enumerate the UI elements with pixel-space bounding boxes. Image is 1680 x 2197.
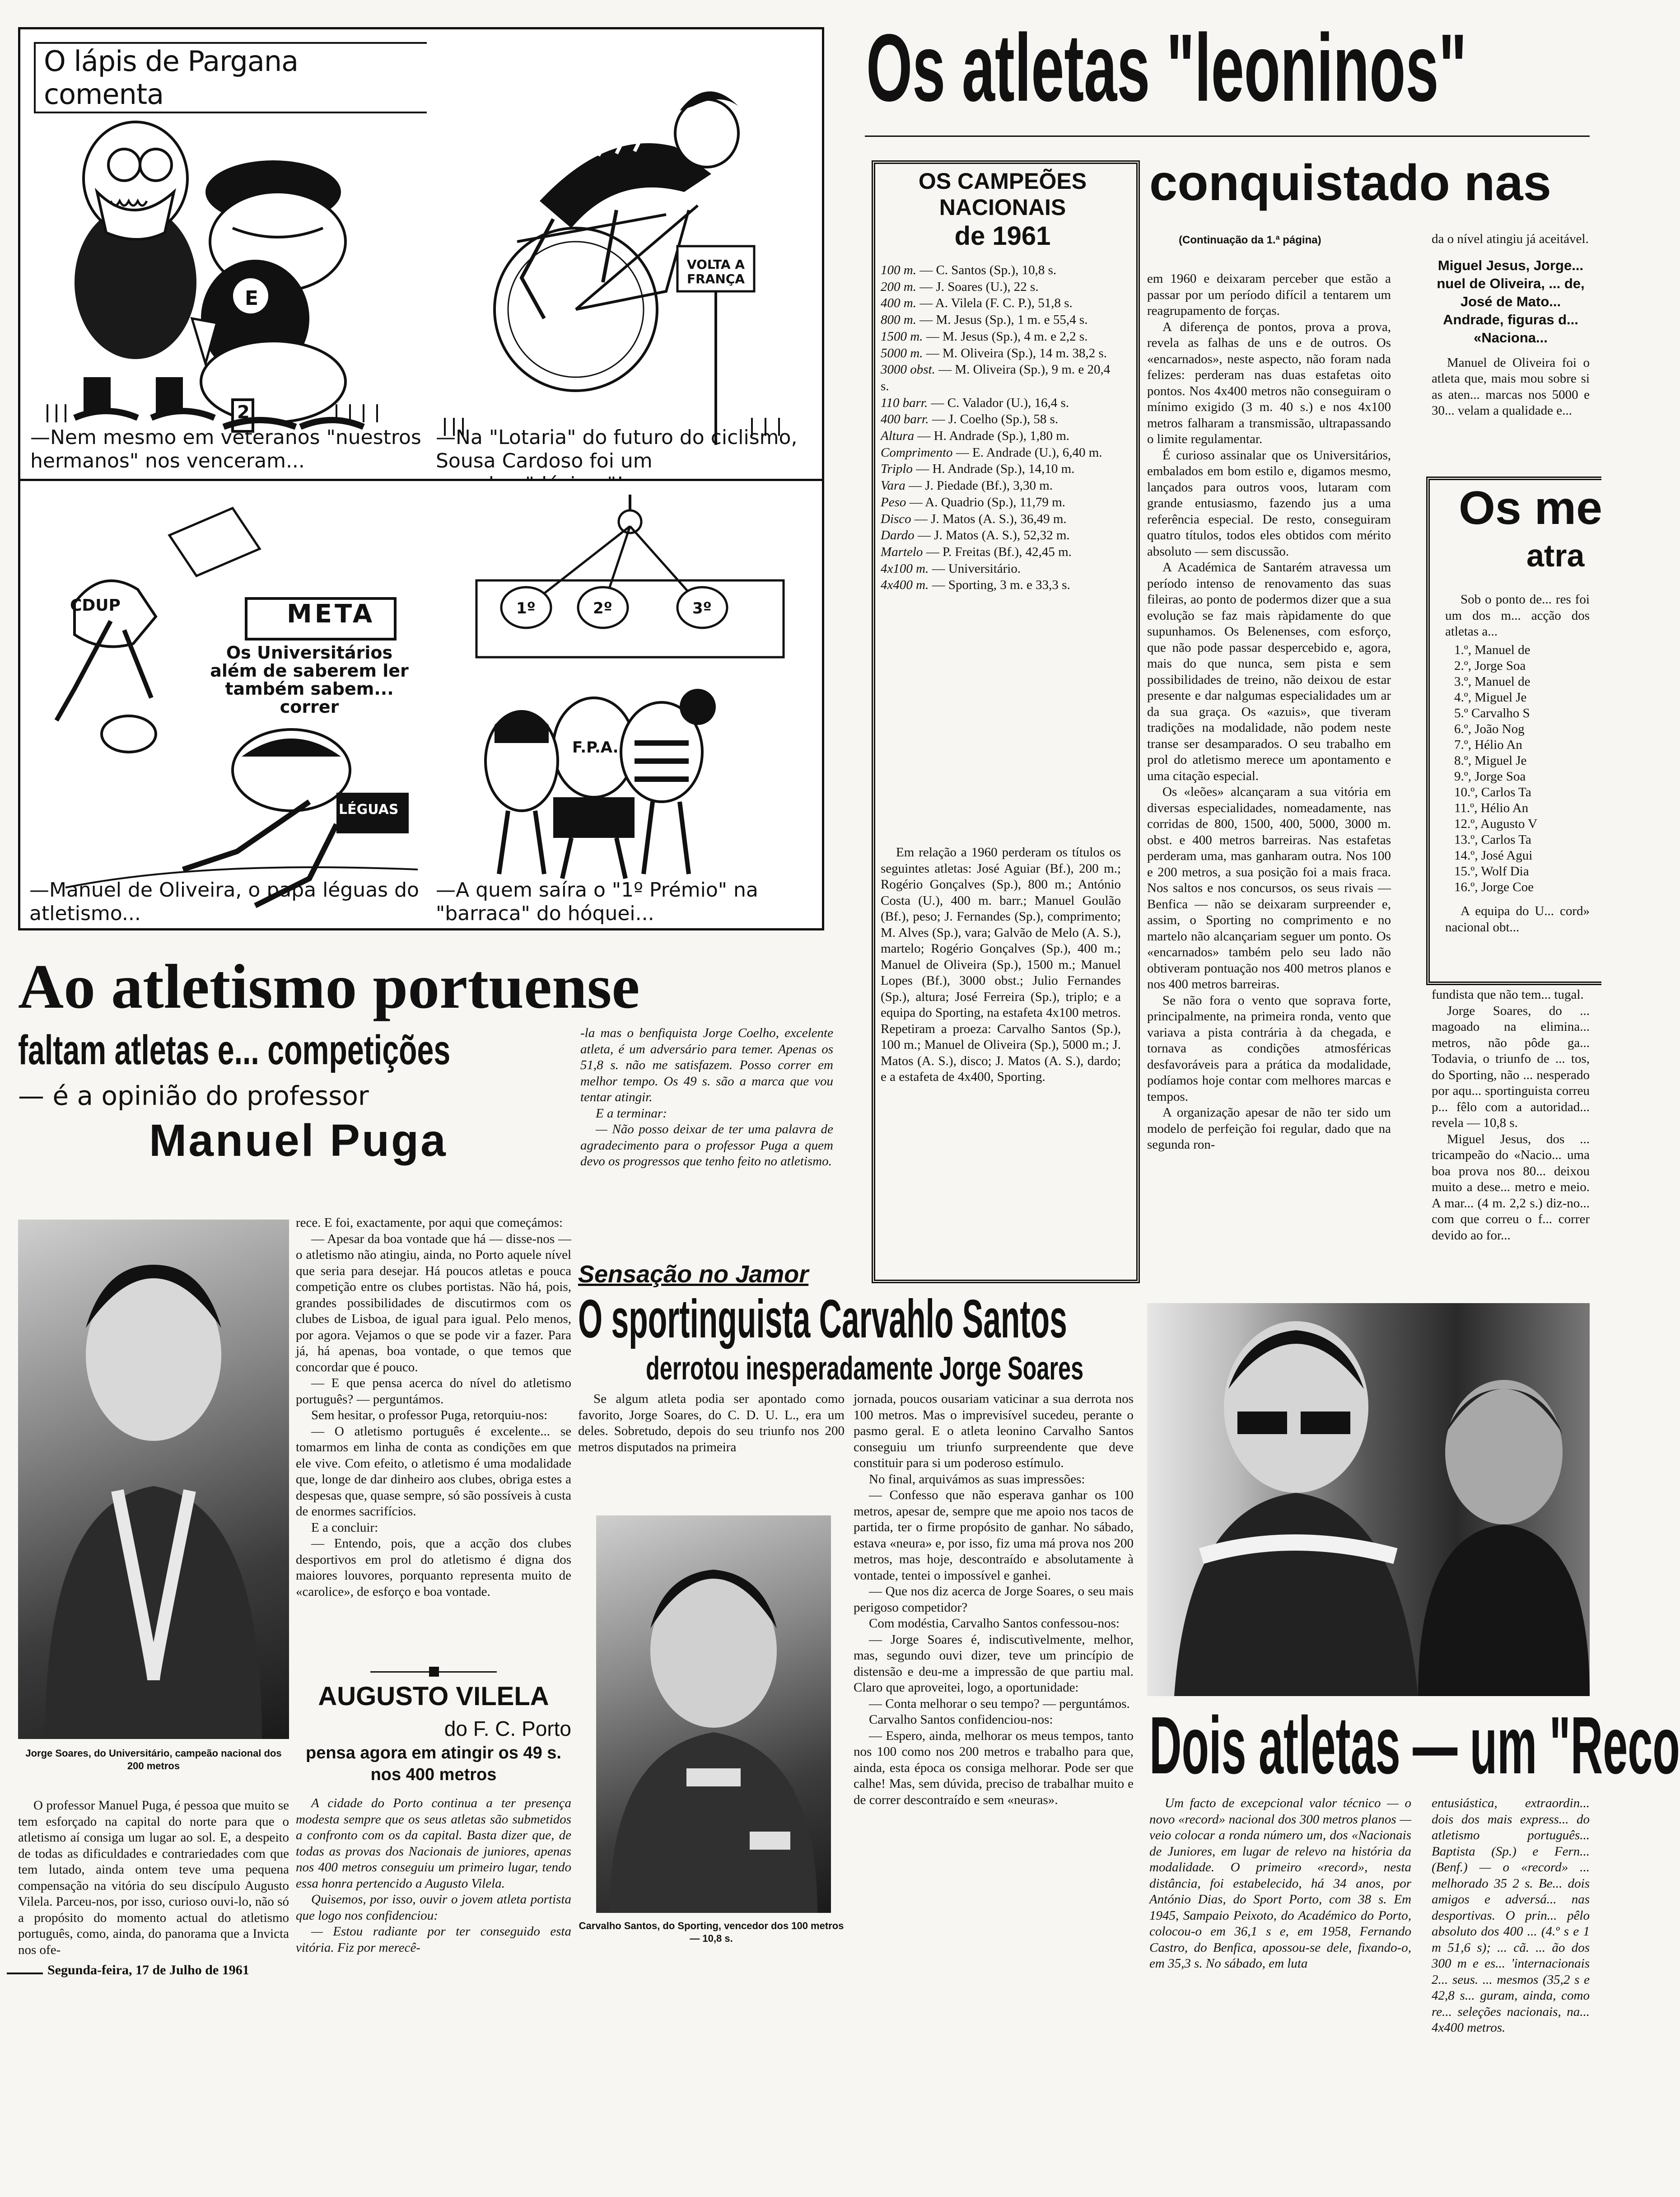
rank-item: 12.º, Augusto V xyxy=(1454,817,1538,831)
jorge-soares-caption: Jorge Soares, do Universitário, campeão nacional dos 200 metros xyxy=(25,1748,282,1772)
portrait-silhouette-2 xyxy=(596,1515,831,1913)
melhores-footer: A equipa do U... cord» nacional obt... xyxy=(1445,904,1590,935)
cartoon-prop-fpa: F.P.A. xyxy=(572,739,619,757)
vilela-name: AUGUSTO VILELA xyxy=(318,1682,549,1711)
vilela-text: A cidade do Porto continua a ter presença modesta sempre que os seus atletas são submetidos a confronto com os da capital. Basta dizer que, de todas as provas dos Nacionais de juniores, apenas nos 400 metros conseguiu um primeiro lugar, tendo essa honra pertencido a Augusto Vilela. Quisemos, por isso, ouvir o jovem atleta portista que logo nos confidenciou: — Estou radiante por ter conseguido esta vitória. Fiz por merecê- xyxy=(296,1796,571,1955)
jamor-kicker: Sensação no Jamor xyxy=(578,1261,809,1288)
cartoon-caption-2: —Na "Lotaria" do futuro do ciclismo, Sousa Cardoso foi um xyxy=(436,426,798,472)
rank-item: 13.º, Carlos Ta xyxy=(1454,832,1531,847)
carvalho-santos-caption: Carvalho Santos, do Sporting, vencedor dos 100 metros — 10,8 s. xyxy=(579,1920,844,1944)
carvalho-santos-photo xyxy=(596,1515,831,1913)
jamor-column-2: jornada, poucos ousariam vaticinar a sua derrota nos 100 metros. Mas o imprevisível sucedeu, perante o pasmo geral. E o atleta leonino Carvalho Santos conseguiu um triunfo surpreendente que deve constituir para si um poderoso estímulo. No final, arquivámos as suas impressões: — Confesso que não esperava ganhar os 100 metros, apesar de, sempre que me apoio nos tacos de partida, ter o firme propósito de ganhar. No sábado, estava «neura» e, por isso, fiz uma má prova nos 200 metros, mas hoje, descontraído e absolutamente à vontade, tentei o impossível e ganhei. — Que nos diz acerca de Jorge Soares, o seu mais perigoso competidor? Com modéstia, Carvalho Santos confessou-nos: — Jorge Soares é, indiscutìvelmente, melhor, mas, segundo ouvi dizer, teve um princípio de distensão e deu-me a impressão de que partiu mal. Claro que aproveitei, logo, a oportunidade: — Conta melhorar o seu tempo? — perguntámos. Carvalho Santos confidenciou-nos: — Espero, ainda, melhorar os meus tempos, tanto nos 100 como nos 200 metros e trabalho para que, ainda, esta época os consiga melhorar. Pode ser que calhe! Mas, sem dúvida, preciso de trabalhar muito e de correr descontraído e sem «neuras». xyxy=(854,1392,1134,1807)
result-row: Triplo — H. Andrade (Sp.), 14,10 m. xyxy=(881,462,1075,477)
jamor-subhead: derrotou inesperadamente Jorge Soares xyxy=(646,1351,1084,1387)
champions-title-line1: OS CAMPEÕES xyxy=(918,168,1087,194)
result-row: 4x400 m. — Sporting, 3 m. e 33,3 s. xyxy=(881,578,1070,593)
cartoon-caption-4: —A quem saíra o "1º Prémio" na "barraca" do hóquei... xyxy=(436,879,758,925)
result-row: 5000 m. — M. Oliveira (Sp.), 14 m. 38,2 s. xyxy=(881,346,1107,360)
jorge-soares-photo xyxy=(18,1220,289,1739)
result-row: 4x100 m. — Universitário. xyxy=(881,561,1021,576)
mid-column-text: em 1960 e deixaram perceber que estão a passar por um período difícil a tentarem um reagrupamento de forças. A diferença de pontos, prova a prova, revela as falhas de uns e de outros. Os «encarnados», neste aspecto, não foram nada felizes: perderam nas duas estafetas oito pontos. Nos 4x400 metros não conseguiram o mínimo exigido (3 m. 40 s.) e nos 4x100 metros falharam a transmissão, ultrapassando o limite regulamentar. É curioso assinalar que os Universitários, embalados em bom estilo e, digamos mesmo, lançados para outros voos, lutaram com grande entusiasmo, fazendo jus a uma referência especial. De resto, conseguiram quatro títulos, todos eles obtidos com mérito absoluto — sem discussão. A Académica de Santarém atravessa um período intenso de renovamento das suas fileiras, ao ponto de podermos dizer que a sua evolução se faz mais ràpidamente do que supunhamos. Os Belenenses, com esforço, que não pode passar despercebido e, agora, mais do que nunca, sem pista e sem possibilidades de treino, não deixou de estar presente e dar nalgumas especialidades um ar da sua graça. Os «azuis», que tiveram tradições na modalidade, não podem neste transe ser desamparados. O seu trabalho em prol do atletismo merece um apontamento e uma citação especial. Os «leões» alcançaram a sua vitória em diversas especialidades, nomeadamente, nas corridas de 800, 1500, 400, 5000, 3000 m. obst. e 400 metros barreiras. Nas estafetas perderam uma, mas ganharam outra. Nos 100 e 200 metros, a sua posição foi a mais fraca. Nos saltos e nos concursos, os seus rivais — Benfica — não se deixaram surpreender e, assim, o Sporting no comprimento e no martelo não alcançariam seguer um ponto. Os «encarnados» também pelo seu lado não obtiveram pontuação nos 400 metros planos e nos 400 metros barreiras. Se não fora o vento que soprava forte, principalmente, na primeira ronda, vento que variava a pista contrária à da chegada, e tornava as condições atmosféricas desfavoráveis para a prática da modalidade, podíamos hoje contar com melhores marcas e tempos. A organização apesar de não ter sido um modelo de perfeição foi regular, dado que na segunda ron- xyxy=(1147,271,1391,1152)
puga-subhead-1: faltam atletas e... competições xyxy=(18,1027,451,1073)
footer-date: Segunda-feira, 17 de Julho de 1961 xyxy=(47,1963,249,1977)
jamor-headline: O sportinguista Carvahlo Santos xyxy=(578,1289,1067,1349)
prize-2: 2º xyxy=(593,599,612,617)
vilela-subhead-2: nos 400 metros xyxy=(370,1765,497,1784)
headline-rule xyxy=(865,136,1590,137)
rank-item: 2.º, Jorge Soa xyxy=(1454,659,1526,673)
rank-item: 1.º, Manuel de xyxy=(1454,643,1531,657)
dois-column-1: Um facto de excepcional valor técnico — o novo «record» nacional dos 300 metros planos — veio colocar a ronda número um, dos «Nacionais de Juniores, em lugar de relevo na história da modalidade. O primeiro «record», nesta distância, foi estabelecido, há 34 anos, por António Dias, do Sport Porto, com 38 s. Em 1945, Sampaio Peixoto, do Académico do Porto, colocou-o em 36,1 s e, em 1958, Fernando Castro, do Benfica, apossou-se dele, fixando-o, em 35,3 s. No sábado, em luta xyxy=(1149,1796,1411,1971)
athletes-illustration xyxy=(1147,1303,1590,1696)
melhores-ranking xyxy=(1454,642,1590,895)
prize-1: 1º xyxy=(516,599,536,617)
melhores-title-2: atra xyxy=(1526,538,1585,573)
champions-after-text: Em relação a 1960 perderam os títulos os seguintes atletas: José Aguiar (Bf.), 200 m.; Rogério Gonçalves (Sp.), 800 m.; António Costa (U.), 400 m. barr.; Manuel Goulão (Bf.), peso; J. Fernandes (Sp.), comprimento; M. Alves (Sp.), vara; Galvão de Melo (A. S.), martelo; Rogério Gonçalves (Sp.), 400 m.; Manuel de Oliveira (Sp.), 1500 m.; Manuel Lopes (Bf.), 3000 obst.; Julio Fernandes (Sp.), altura; José Ferreira (Sp.), triplo; e a equipa do Sporting, na estafeta 4x100 metros. Repetiram a proeza: Carvalho Santos (Sp.), 100 m.; Manuel de Oliveira (Sp.), 5000 m.; J. Matos (A. S.), disco; J. Matos (A. S.), dardo; e a estafeta de 4x400, Sporting. xyxy=(881,845,1121,1084)
dois-atletas-headline: Dois atletas — um "Reco xyxy=(1149,1700,1680,1791)
cartoon-prop-universitarios: Os Universitários além de saberem ler também sabem... correr xyxy=(210,643,409,717)
rank-item: 4.º, Miguel Je xyxy=(1454,690,1527,705)
result-row: 1500 m. — M. Jesus (Sp.), 4 m. e 2,2 s. xyxy=(881,329,1088,344)
hockey-illustration xyxy=(427,481,822,928)
cartoon-panel-4 xyxy=(427,479,824,930)
prize-3: 3º xyxy=(692,599,712,617)
rank-item: 9.º, Jorge Soa xyxy=(1454,769,1526,784)
cartoon-panel-2 xyxy=(427,27,824,486)
melhores-title-1: Os me xyxy=(1459,482,1602,534)
rank-item: 3.º, Manuel de xyxy=(1454,674,1531,689)
rank-item: 16.º, Jorge Coe xyxy=(1454,880,1534,894)
portrait-silhouette xyxy=(18,1220,289,1739)
result-row: Martelo — P. Freitas (Bf.), 42,45 m. xyxy=(881,544,1072,559)
cartoon-prop-3: 2 xyxy=(237,402,250,423)
cartoon-title: O lápis de Pargana comenta xyxy=(44,45,299,111)
vilela-club: do F. C. Porto xyxy=(444,1717,571,1740)
result-row: Comprimento — E. Andrade (U.), 6,40 m. xyxy=(881,445,1102,460)
jamor-column-1: Se algum atleta podia ser apontado como favorito, Jorge Soares, do C. D. U. L., era um deles. Sobretudo, depois do seu triunfo nos 200 metros disputados na primeira xyxy=(578,1392,845,1454)
puga-subhead-2: — é a opinião do professor xyxy=(18,1080,369,1111)
result-row: 200 m. — J. Soares (U.), 22 s. xyxy=(881,279,1039,294)
result-row: 100 m. — C. Santos (Sp.), 10,8 s. xyxy=(881,263,1057,277)
cartoon-caption-1: —Nem mesmo em veteranos "nuestros hermanos" nos venceram... xyxy=(30,426,421,472)
leoninos-subhead: conquistado nas xyxy=(1149,154,1551,211)
rank-item: 10.º, Carlos Ta xyxy=(1454,785,1531,799)
result-row: 800 m. — M. Jesus (Sp.), 1 m. e 55,4 s. xyxy=(881,313,1088,327)
puga-lead: O professor Manuel Puga, é pessoa que muito se tem esforçado na capital do norte para que o atletismo aí consiga um lugar ao sol. E, a despeito de todas as dificuldades e contrariedades com que tem lutado, ainda ontem teve uma pequena compensação na vitória do seu discípulo Augusto Vilela. Parceu-nos, por isso, curioso ouvi-lo, não só a propósito do momento actual do atletismo português, como, ainda, do panorama que a Invicta nos ofe- xyxy=(18,1798,289,1957)
result-row: 110 barr. — C. Valador (U.), 16,4 s. xyxy=(881,395,1069,410)
rank-item: 15.º, Wolf Dia xyxy=(1454,864,1529,879)
section-divider-mark xyxy=(429,1667,439,1677)
rank-item: 14.º, José Agui xyxy=(1454,848,1533,863)
result-row: Dardo — J. Matos (A. S.), 52,32 m. xyxy=(881,528,1070,543)
cartoon-prop-cdup: CDUP xyxy=(70,596,121,615)
result-row: Disco — J. Matos (A. S.), 36,49 m. xyxy=(881,511,1067,526)
result-row: 400 barr. — J. Coelho (Sp.), 58 s. xyxy=(881,412,1059,427)
rank-item: 5.º Carvalho S xyxy=(1454,706,1530,720)
cartoon-prop-volta: VOLTA A FRANÇA xyxy=(686,257,745,286)
result-row: Altura — H. Andrade (Sp.), 1,80 m. xyxy=(881,429,1070,444)
dois-column-2: entusiástica, extraordin... dois dos mais express... do atletismo português... Baptista (Sp.) e Fern... (Benf.) — o «record» ... melhorado 35 2 s. Be... dois amigos e adversá... nas desportivas. O prin... pêlo absoluto dos 400 ... (4.º s e 1 m 51,6 s); ... cã. ... ão dos 300 m e es... 'internacionais 2... seus. ... mesmos (35,2 s e 42,8 s... guram, ainda, como re... seleções nacionais, na... 4x400 metros. xyxy=(1432,1796,1590,2035)
result-row: Peso — A. Quadrio (Sp.), 11,79 m. xyxy=(881,495,1065,510)
rank-item: 11.º, Hélio An xyxy=(1454,801,1529,815)
cartoon-illustration-1 xyxy=(20,29,429,483)
champions-results xyxy=(881,262,1121,594)
result-row: 3000 obst. — M. Oliveira (Sp.), 9 m. e 20,4 s. xyxy=(881,362,1111,393)
continuation-note: (Continuação da 1.ª página) xyxy=(1179,234,1321,246)
rank-item: 8.º, Miguel Je xyxy=(1454,753,1527,768)
puga-name: Manuel Puga xyxy=(149,1115,448,1166)
vilela-subhead-1: pensa agora em atingir os 49 s. xyxy=(306,1744,561,1762)
cartoon-prop-2: E xyxy=(245,287,259,310)
melhores-intro: Sob o ponto de... res foi um dos m... acção dos atletas a... xyxy=(1445,592,1590,639)
cartoon-prop-1: 2 xyxy=(211,330,223,348)
cartoon-prop-leguas: LÉGUAS xyxy=(339,802,399,818)
puga-headline: Ao atletismo portuense xyxy=(18,952,640,1022)
champions-title xyxy=(881,168,1125,252)
dois-atletas-photo xyxy=(1147,1303,1590,1696)
cartoon-prop-meta: META xyxy=(287,599,375,629)
champions-title-line2: NACIONAIS xyxy=(939,195,1066,220)
cartoon-panel-1 xyxy=(18,27,431,486)
footer-rule xyxy=(7,1973,43,1974)
rank-item: 6.º, João Nog xyxy=(1454,722,1525,736)
puga-column-3: -la mas o benfiquista Jorge Coelho, excelente atleta, é um adversário para temer. Apenas os 51,8 s. não me satisfazem. Posso correr em melhor tempo. Os 49 s. são a marca que vou tentar atingir. E a terminar: — Não posso deixar de ter uma palavra de agradecimento para o professor Puga a quem devo os progressos que tenho feito no atletismo. xyxy=(580,1026,833,1169)
right-column-mid: fundista que não tem... tugal. Jorge Soares, do ... magoado na elimina... metros, não pôde ga... Todavia, o triunfo de ... tos, do Sporting, não ... nesperado por aqu... sportinguista correu p... fêlo com a autoridad... revela — 10,8 s. Miguel Jesus, dos ... tricampeão do «Nacio... uma boa prova nos 80... deixou muito a dese... metro e meio. A mar... (4 m. 2,2 s.) diz-no... com que correu o f... correr devido ao for... xyxy=(1432,987,1590,1243)
rank-item: 7.º, Hélio An xyxy=(1454,738,1522,752)
puga-column-2: rece. E foi, exactamente, por aqui que começámos: — Apesar da boa vontade que há — disse-nos — o atletismo não atingiu, ainda, no Porto aquele nível que seria para desejar. Há poucos atletas e pouca competição entre os clubes portistas. Não há, pois, grandes possibilidades de discutirmos com os clubes de Lisboa, de igual para igual. Pelo menos, por agora. Vejamos o que se pode vir a fazer. Para já, há apenas, boa vontade, o que temos que concordar que é pouco. — E que pensa acerca do nível do atletismo português? — perguntámos. Sem hesitar, o professor Puga, retorquiu-nos: — O atletismo português é excelente... se tomarmos em linha de conta as condições em que ele vive. Com efeito, o atletismo é uma modalidade que, longe de dar dinheiro aos clubes, obriga estes a despesas que, quase sempre, só são possíveis à custa de enormes sacrifícios. E a concluir: — Entendo, pois, que a acção dos clubes desportivos em prol do atletismo é digna dos maiores louvores, porquanto representa muito de «carolice», de esforço e boa vontade. xyxy=(296,1215,571,1599)
champions-title-line3: de 1961 xyxy=(954,221,1051,251)
right-column-top: da o nível atingiu já aceitável. Miguel Jesus, Jorge... nuel de Oliveira, ... de, José de Mato... Andrade, figuras d... «Naciona... Manuel de Oliveira foi o atleta que, mais mou sobre si as aten... marcas nos 5000 e 30... velam a qualidade e... xyxy=(1432,232,1590,418)
cartoon-panel-3 xyxy=(18,479,431,930)
result-row: Vara — J. Piedade (Bf.), 3,30 m. xyxy=(881,478,1053,493)
cyclist-illustration xyxy=(427,29,822,483)
cartoon-caption-3: —Manuel de Oliveira, o papa léguas do atletismo... xyxy=(29,879,419,925)
result-row: 400 m. — A. Vilela (F. C. P.), 51,8 s. xyxy=(881,296,1073,311)
leoninos-headline: Os atletas "leoninos" xyxy=(866,14,1467,121)
